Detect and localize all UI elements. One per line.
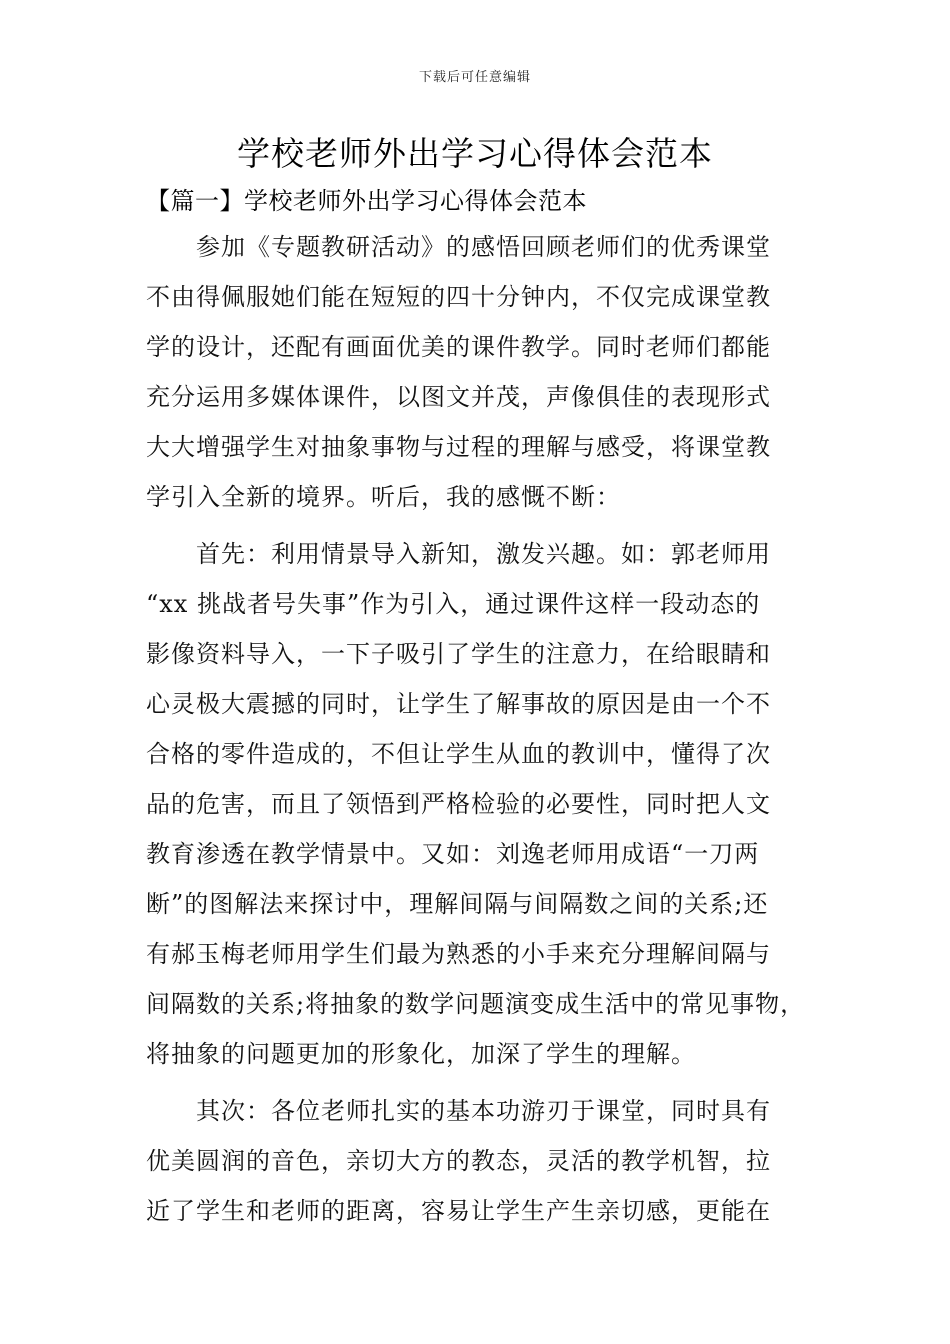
paragraph-line: 间隔数的关系;将抽象的数学问题演变成生活中的常见事物， bbox=[146, 990, 806, 1018]
paragraph bbox=[146, 1086, 816, 1236]
paragraph-line: 影像资料导入，一下子吸引了学生的注意力，在给眼睛和 bbox=[146, 640, 771, 668]
paragraph-line: 有郝玉梅老师用学生们最为熟悉的小手来充分理解间隔与 bbox=[146, 940, 771, 968]
paragraph bbox=[146, 222, 816, 522]
document-title: 学校老师外出学习心得体会范本 bbox=[237, 134, 713, 173]
header-note: 下载后可任意编辑 bbox=[418, 70, 531, 85]
paragraph-line: 学的设计，还配有画面优美的课件教学。同时老师们都能 bbox=[146, 333, 771, 361]
paragraph-line: 不由得佩服她们能在短短的四十分钟内，不仅完成课堂教 bbox=[146, 283, 771, 311]
paragraph-line: 品的危害，而且了领悟到严格检验的必要性，同时把人文 bbox=[146, 790, 771, 818]
paragraph-line: 心灵极大震撼的同时，让学生了解事故的原因是由一个不 bbox=[146, 690, 771, 718]
paragraph-line: “xx 挑战者号失事”作为引入，通过课件这样一段动态的 bbox=[146, 590, 761, 618]
paragraph-line: 首先：利用情景导入新知，激发兴趣。如：郭老师用 bbox=[196, 540, 771, 568]
paragraph-line: 学引入全新的境界。听后，我的感慨不断： bbox=[146, 483, 621, 511]
paragraph-line: 断”的图解法来探讨中，理解间隔与间隔数之间的关系;还 bbox=[146, 890, 769, 918]
paragraph-line: 教育渗透在教学情景中。又如：刘逸老师用成语“一刀两 bbox=[146, 840, 760, 868]
section-heading: 【篇一】学校老师外出学习心得体会范本 bbox=[146, 187, 587, 215]
paragraph bbox=[146, 529, 816, 1079]
paragraph-line: 参加《专题教研活动》的感悟回顾老师们的优秀课堂 bbox=[196, 233, 771, 261]
paragraph-line: 大大增强学生对抽象事物与过程的理解与感受，将课堂教 bbox=[146, 433, 771, 461]
paragraph-line: 将抽象的问题更加的形象化，加深了学生的理解。 bbox=[146, 1040, 696, 1068]
paragraph-line: 其次：各位老师扎实的基本功游刃于课堂，同时具有 bbox=[196, 1097, 771, 1125]
document-body bbox=[146, 222, 816, 1236]
paragraph-line: 合格的零件造成的，不但让学生从血的教训中，懂得了次 bbox=[146, 740, 771, 768]
paragraph-line: 充分运用多媒体课件，以图文并茂，声像俱佳的表现形式 bbox=[146, 383, 771, 411]
paragraph-line: 优美圆润的音色，亲切大方的教态，灵活的教学机智，拉 bbox=[146, 1147, 771, 1175]
paragraph-line: 近了学生和老师的距离，容易让学生产生亲切感，更能在 bbox=[146, 1197, 771, 1225]
